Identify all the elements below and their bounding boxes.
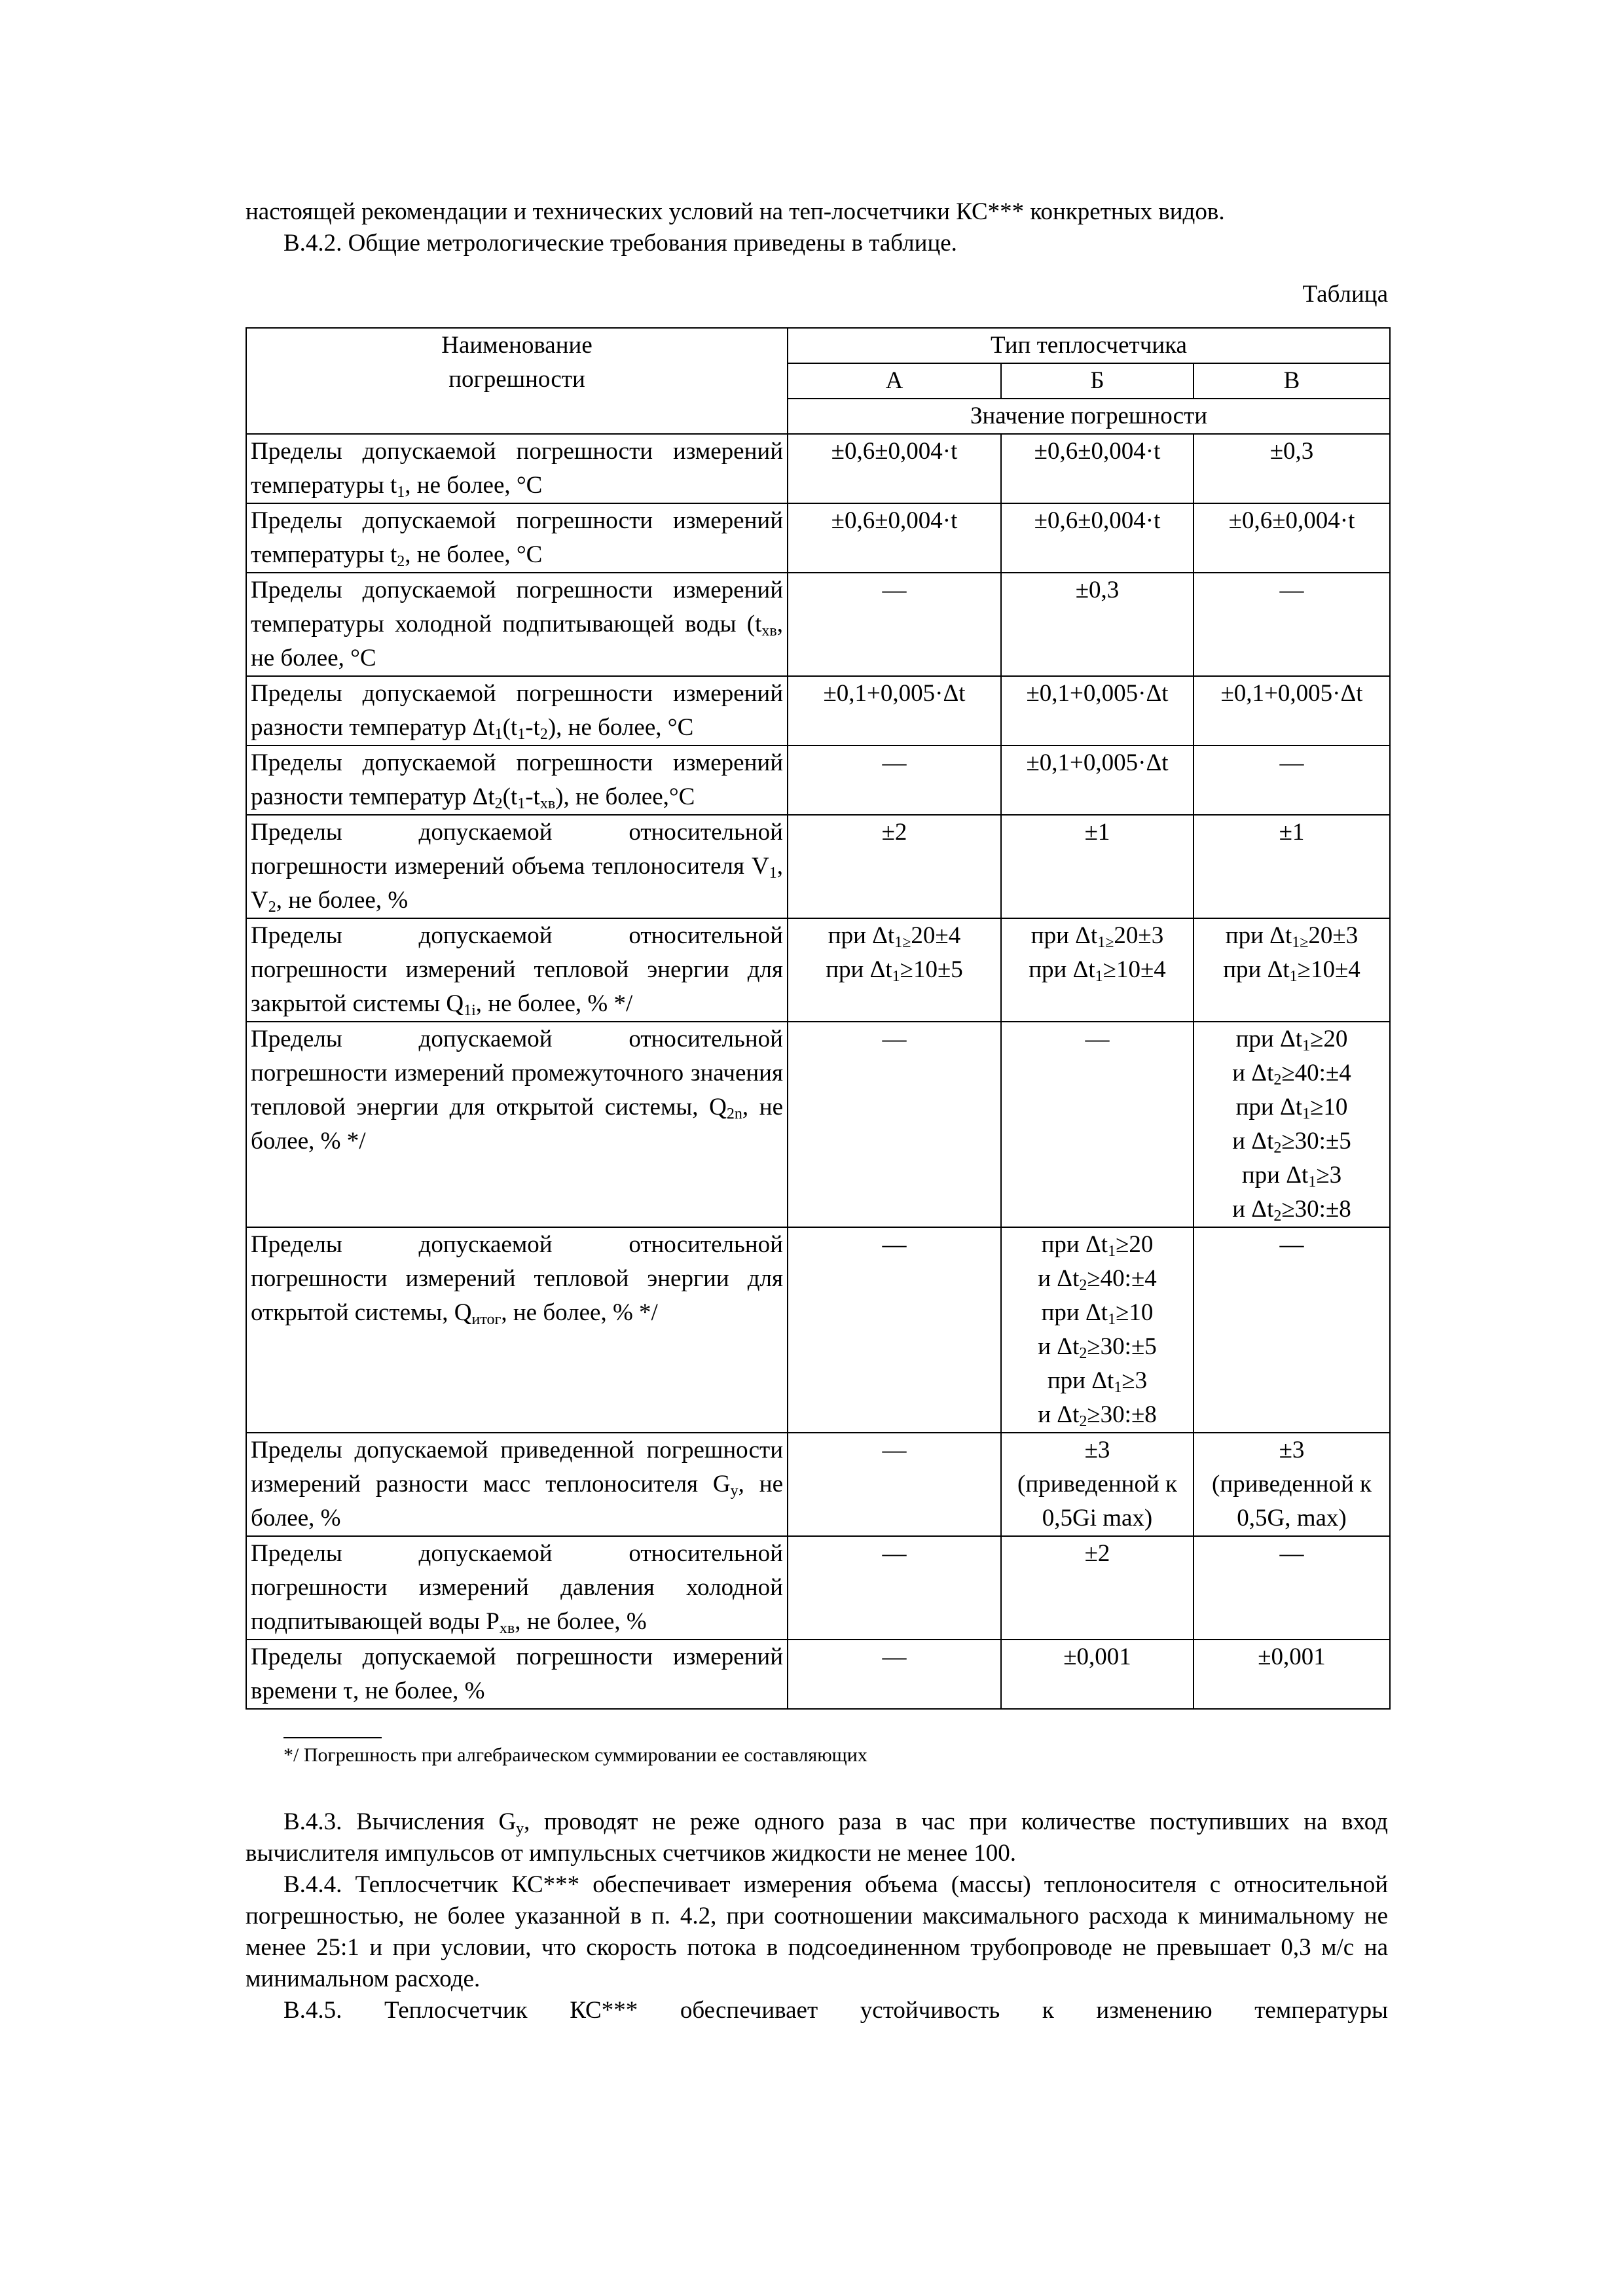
cell-b: ±0,1+0,005·Δt	[1001, 745, 1194, 815]
footnote: */ Погрешность при алгебраическом суммировании ее составляющих	[283, 1744, 867, 1766]
table-header-row	[246, 328, 1390, 363]
row-name: Пределы допускаемой погрешности измерений температуры холодной подпитывающей воды ($t_{хв}$, не более, °C	[246, 573, 788, 676]
cell-b: ±0,6±0,004·t	[1001, 503, 1194, 573]
document-page	[246, 196, 1388, 2026]
table-row	[246, 1433, 1390, 1536]
cell-v: при $\Delta t_1\ge 20$ и $\Delta t_2\ge 40:\pm 4$ при $\Delta t_1\ge 10$ и $\Delta t_2\ge 30:\pm 5$ при $\Delta t_1\ge 3$ и $\Delta t_2\ge 30:\pm 8$	[1194, 1022, 1390, 1227]
table-row	[246, 1022, 1390, 1227]
table-row	[246, 745, 1390, 815]
cell-v: —	[1194, 745, 1390, 815]
cell-a: при $\Delta t_{1\ge}20\pm 4$ при $\Delta t_1\ge 10\pm 5$	[788, 918, 1001, 1022]
paragraph-b45: В.4.5. Теплосчетчик КС*** обеспечивает устойчивость к изменению температуры	[283, 1997, 1388, 2024]
intro-line-2: В.4.2. Общие метрологические требования приведены в таблице.	[283, 230, 957, 257]
row-name: Пределы допускаемой погрешности измерений времени τ, не более, %	[246, 1640, 788, 1709]
cell-b: ±0,001	[1001, 1640, 1194, 1709]
cell-v: —	[1194, 573, 1390, 676]
row-name: Пределы допускаемой погрешности измерений разности температур $\Delta t_1(t_1-t_2)$, не более, °C	[246, 676, 788, 745]
cell-b: —	[1001, 1022, 1194, 1227]
value-header-cell: Значение погрешности	[788, 399, 1390, 434]
row-name: Пределы допускаемой относительной погрешности измерений тепловой энергии для закрытой системы $Q_{1i}$, не более, % */	[246, 918, 788, 1022]
cell-b: при $\Delta t_{1\ge}20\pm 3$ при $\Delta t_1\ge 10\pm 4$	[1001, 918, 1194, 1022]
cell-a: —	[788, 573, 1001, 676]
cell-a: —	[788, 1433, 1001, 1536]
table-row	[246, 1536, 1390, 1640]
cell-a: ±0,6±0,004·t	[788, 503, 1001, 573]
header-col-v: В	[1194, 363, 1390, 399]
cell-v: ±0,1+0,005·Δt	[1194, 676, 1390, 745]
cell-v: ±0,6±0,004·t	[1194, 503, 1390, 573]
cell-b: ±0,3	[1001, 573, 1194, 676]
table-row	[246, 503, 1390, 573]
cell-b: ±0,6±0,004·t	[1001, 434, 1194, 503]
intro-line-1: настоящей рекомендации и технических условий на теп-лосчетчики КС*** конкретных видов.	[246, 198, 1225, 225]
cell-a: ±0,1+0,005·Δt	[788, 676, 1001, 745]
row-name: Пределы допускаемой относительной погрешности измерений тепловой энергии для открытой системы, $Q_{итог}$, не более, % */	[246, 1227, 788, 1433]
table-row	[246, 573, 1390, 676]
paragraph-b43: В.4.3. Вычисления $G_у$, проводят не реже одного раза в час при количестве поступивших на вход вычислителя импульсов от импульсных счетчиков жидкости не менее 100.	[246, 1808, 1388, 1867]
table-row	[246, 676, 1390, 745]
cell-v: —	[1194, 1227, 1390, 1433]
cell-b: при $\Delta t_1\ge 20$ и $\Delta t_2\ge 40:\pm 4$ при $\Delta t_1\ge 10$ и $\Delta t_2\ge 30:\pm 5$ при $\Delta t_1\ge 3$ и $\Delta t_2\ge 30:\pm 8$	[1001, 1227, 1194, 1433]
table-row	[246, 815, 1390, 918]
footnote-rule	[283, 1737, 382, 1738]
header-type-cell: Тип теплосчетчика	[788, 328, 1390, 363]
cell-a: —	[788, 745, 1001, 815]
header-col-b: Б	[1001, 363, 1194, 399]
header-col-a: А	[788, 363, 1001, 399]
paragraph-b44: В.4.4. Теплосчетчик КС*** обеспечивает измерения объема (массы) теплоносителя с относительной погрешностью, не более указанной в п. 4.2, при соотношении максимального расхода к минимальному не менее 25:1 и при условии, что скорость потока в подсоединенном трубопроводе не превышает 0,3 м/с на минимальном расходе.	[246, 1871, 1388, 1992]
row-name: Пределы допускаемой погрешности измерений температуры $t_1$, не более, °C	[246, 434, 788, 503]
row-name: Пределы допускаемой относительной погрешности измерений давления холодной подпитывающей воды $P_{хв}$, не более, %	[246, 1536, 788, 1640]
table-row	[246, 918, 1390, 1022]
cell-a: ±2	[788, 815, 1001, 918]
row-name: Пределы допускаемой погрешности измерений разности температур $\Delta t_2(t_1-t_{хв})$, не более,°C	[246, 745, 788, 815]
cell-v: при $\Delta t_{1\ge}20\pm 3$ при $\Delta t_1\ge 10\pm 4$	[1194, 918, 1390, 1022]
cell-a: ±0,6±0,004·t	[788, 434, 1001, 503]
row-name: Пределы допускаемой относительной погрешности измерений промежуточного значения тепловой энергии для открытой системы, $Q_{2n}$, не более, % */	[246, 1022, 788, 1227]
table-row	[246, 1227, 1390, 1433]
table-row	[246, 1640, 1390, 1709]
cell-b: ±0,1+0,005·Δt	[1001, 676, 1194, 745]
table-caption: Таблица	[1302, 281, 1388, 308]
metrology-table	[246, 327, 1391, 1710]
cell-v: ±1	[1194, 815, 1390, 918]
row-name: Пределы допускаемой приведенной погрешности измерений разности масс теплоносителя $G_у$, не более, %	[246, 1433, 788, 1536]
row-name: Пределы допускаемой погрешности измерений температуры $t_2$, не более, °C	[246, 503, 788, 573]
table-row	[246, 434, 1390, 503]
cell-a: —	[788, 1640, 1001, 1709]
cell-a: —	[788, 1536, 1001, 1640]
cell-b: ±1	[1001, 815, 1194, 918]
cell-b: ±2	[1001, 1536, 1194, 1640]
row-name: Пределы допускаемой относительной погрешности измерений объема теплоносителя $V_1$, $V_2$, не более, %	[246, 815, 788, 918]
cell-v: ±3 (приведенной к 0,5G, max)	[1194, 1433, 1390, 1536]
cell-v: ±0,001	[1194, 1640, 1390, 1709]
cell-b: ±3 (приведенной к 0,5Gi max)	[1001, 1433, 1194, 1536]
cell-v: ±0,3	[1194, 434, 1390, 503]
cell-a: —	[788, 1227, 1001, 1433]
header-name-cell: Наименование погрешности	[246, 328, 788, 434]
cell-v: —	[1194, 1536, 1390, 1640]
cell-a: —	[788, 1022, 1001, 1227]
